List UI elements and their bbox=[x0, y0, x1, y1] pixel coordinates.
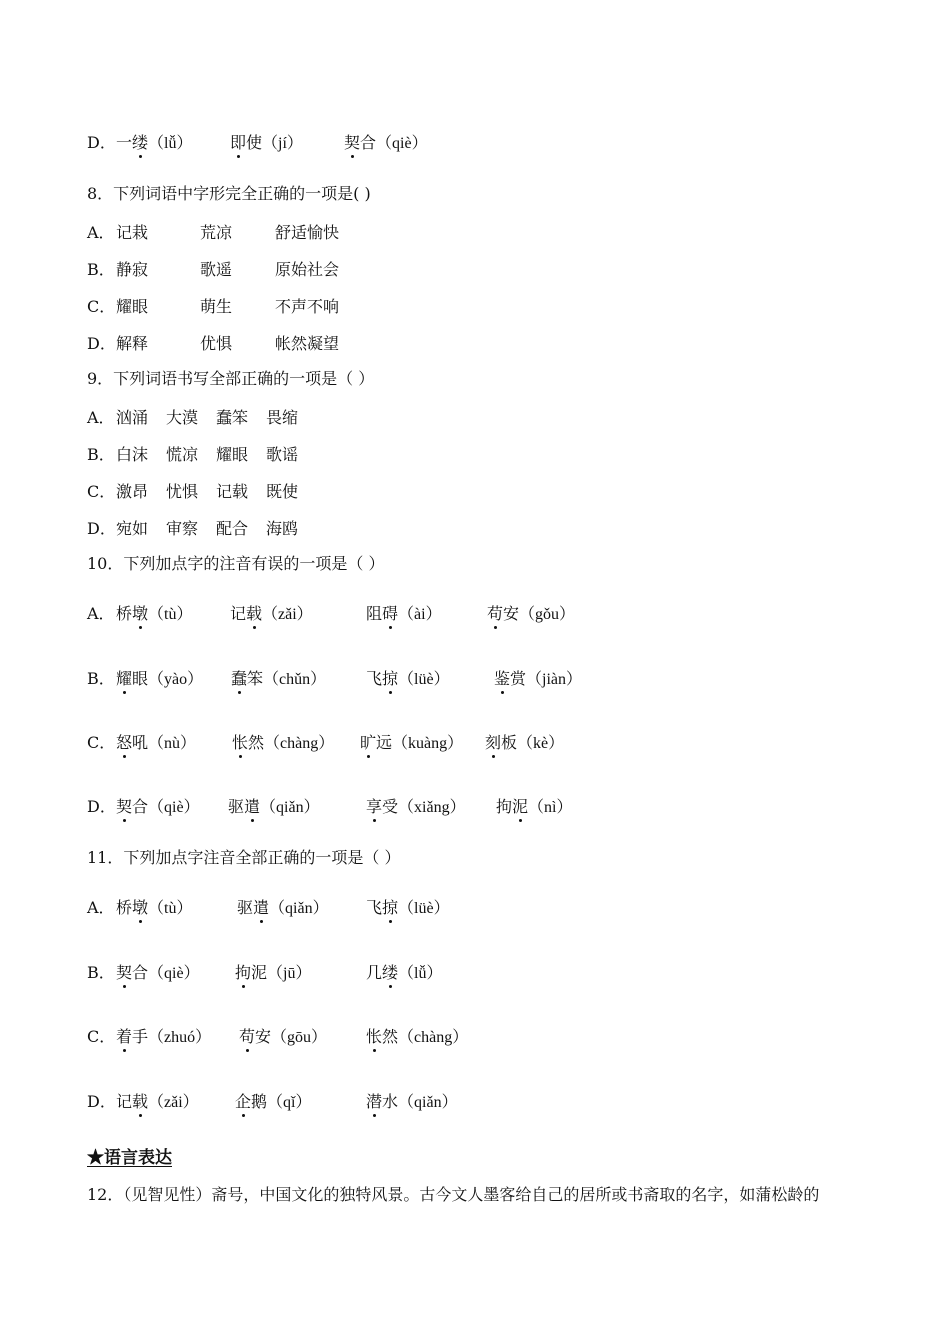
q9-stem: 9．下列词语书写全部正确的一项是（ ） bbox=[87, 369, 375, 388]
pinyin-item: 鉴赏（jiàn） bbox=[494, 666, 582, 689]
pinyin-item: 怅然（chàng） bbox=[366, 1024, 468, 1047]
word: 汹涌 bbox=[116, 408, 149, 427]
word: 宛如 bbox=[116, 519, 149, 538]
word: 耀眼 bbox=[216, 445, 249, 464]
word: 记载 bbox=[216, 482, 249, 501]
pinyin-item: 记载（zǎi） bbox=[230, 601, 313, 624]
word: 歌谣 bbox=[266, 445, 299, 464]
word: 耀眼 bbox=[116, 297, 149, 316]
word: 优惧 bbox=[200, 334, 233, 353]
q11-stem: 11．下列加点字注音全部正确的一项是（ ） bbox=[87, 848, 401, 867]
word: 畏缩 bbox=[266, 408, 299, 427]
word: 大漠 bbox=[166, 408, 199, 427]
option-label: B． bbox=[87, 963, 115, 982]
word: 审察 bbox=[166, 519, 199, 538]
word: 歌遥 bbox=[200, 260, 233, 279]
option-label: A． bbox=[87, 604, 115, 623]
pinyin-item: 拘泥（jū） bbox=[235, 960, 311, 983]
option-label: D． bbox=[87, 334, 116, 353]
q8-stem: 8．下列词语中字形完全正确的一项是( ) bbox=[87, 184, 371, 203]
pinyin-item: 记载（zǎi） bbox=[116, 1089, 199, 1112]
q10-stem: 10．下列加点字的注音有误的一项是（ ） bbox=[87, 554, 385, 573]
q12-text: 12．（见智见性）斋号，中国文化的独特风景。古今文人墨客给自己的居所或书斋取的名字，如蒲松龄的 bbox=[87, 1185, 820, 1204]
word: 记栽 bbox=[116, 223, 149, 242]
word: 慌凉 bbox=[166, 445, 199, 464]
option-label: B． bbox=[87, 260, 115, 279]
word: 帐然凝望 bbox=[275, 334, 340, 353]
option-label: B． bbox=[87, 445, 115, 464]
pinyin-item: 契合（qiè） bbox=[116, 794, 200, 817]
pinyin-item: 几缕（lǚ） bbox=[366, 960, 442, 983]
word: 原始社会 bbox=[275, 260, 340, 279]
pinyin-item: 拘泥（nì） bbox=[496, 794, 572, 817]
pinyin-item: 享受（xiǎng） bbox=[366, 794, 466, 817]
word: 既使 bbox=[266, 482, 299, 501]
pinyin-item: 契合（qiè） bbox=[116, 960, 200, 983]
word: 激昂 bbox=[116, 482, 149, 501]
pinyin-item: 一缕（lǚ） bbox=[116, 130, 192, 153]
word: 荒凉 bbox=[200, 223, 233, 242]
pinyin-item: 刻板（kè） bbox=[485, 730, 564, 753]
pinyin-item: 怒吼（nù） bbox=[116, 730, 196, 753]
pinyin-item: 企鹅（qǐ） bbox=[235, 1089, 311, 1112]
pinyin-item: 即使（jí） bbox=[230, 130, 303, 153]
pinyin-item: 潜水（qiǎn） bbox=[366, 1089, 458, 1112]
option-label: D． bbox=[87, 519, 116, 538]
option-label: C． bbox=[87, 297, 116, 316]
pinyin-item: 驱遣（qiǎn） bbox=[228, 794, 320, 817]
pinyin-item: 耀眼（yào） bbox=[116, 666, 203, 689]
pinyin-item: 怅然（chàng） bbox=[232, 730, 334, 753]
option-label: D． bbox=[87, 797, 116, 816]
word: 忧惧 bbox=[166, 482, 199, 501]
pinyin-item: 苟安（gōu） bbox=[239, 1024, 327, 1047]
pinyin-item: 蠢笨（chǔn） bbox=[231, 666, 326, 689]
pinyin-item: 驱遣（qiǎn） bbox=[237, 895, 329, 918]
option-label: C． bbox=[87, 733, 116, 752]
word: 解释 bbox=[116, 334, 149, 353]
pinyin-item: 着手（zhuó） bbox=[116, 1024, 211, 1047]
pinyin-item: 阻碍（ài） bbox=[366, 601, 442, 624]
word: 白沫 bbox=[116, 445, 149, 464]
pinyin-item: 契合（qiè） bbox=[344, 130, 428, 153]
option-label: A． bbox=[87, 223, 115, 242]
option-label: A． bbox=[87, 898, 115, 917]
word: 舒适愉快 bbox=[275, 223, 340, 242]
option-label: C． bbox=[87, 1027, 116, 1046]
word: 静寂 bbox=[116, 260, 149, 279]
pinyin-item: 飞掠（lüè） bbox=[366, 666, 450, 689]
word: 不声不响 bbox=[275, 297, 340, 316]
word: 蠢笨 bbox=[216, 408, 249, 427]
pinyin-item: 飞掠（lüè） bbox=[366, 895, 450, 918]
option-label: A． bbox=[87, 408, 115, 427]
option-label: B． bbox=[87, 669, 115, 688]
word: 配合 bbox=[216, 519, 249, 538]
pinyin-item: 旷远（kuàng） bbox=[360, 730, 463, 753]
pinyin-item: 桥墩（tù） bbox=[116, 601, 192, 624]
option-label: C． bbox=[87, 482, 116, 501]
word: 海鸥 bbox=[266, 519, 299, 538]
pinyin-item: 苟安（gǒu） bbox=[487, 601, 575, 624]
section-title: ★语言表达 bbox=[87, 1148, 172, 1168]
word: 萌生 bbox=[200, 297, 233, 316]
option-label: D． bbox=[87, 1092, 116, 1111]
pinyin-item: 桥墩（tù） bbox=[116, 895, 192, 918]
option-label: D． bbox=[87, 133, 116, 152]
